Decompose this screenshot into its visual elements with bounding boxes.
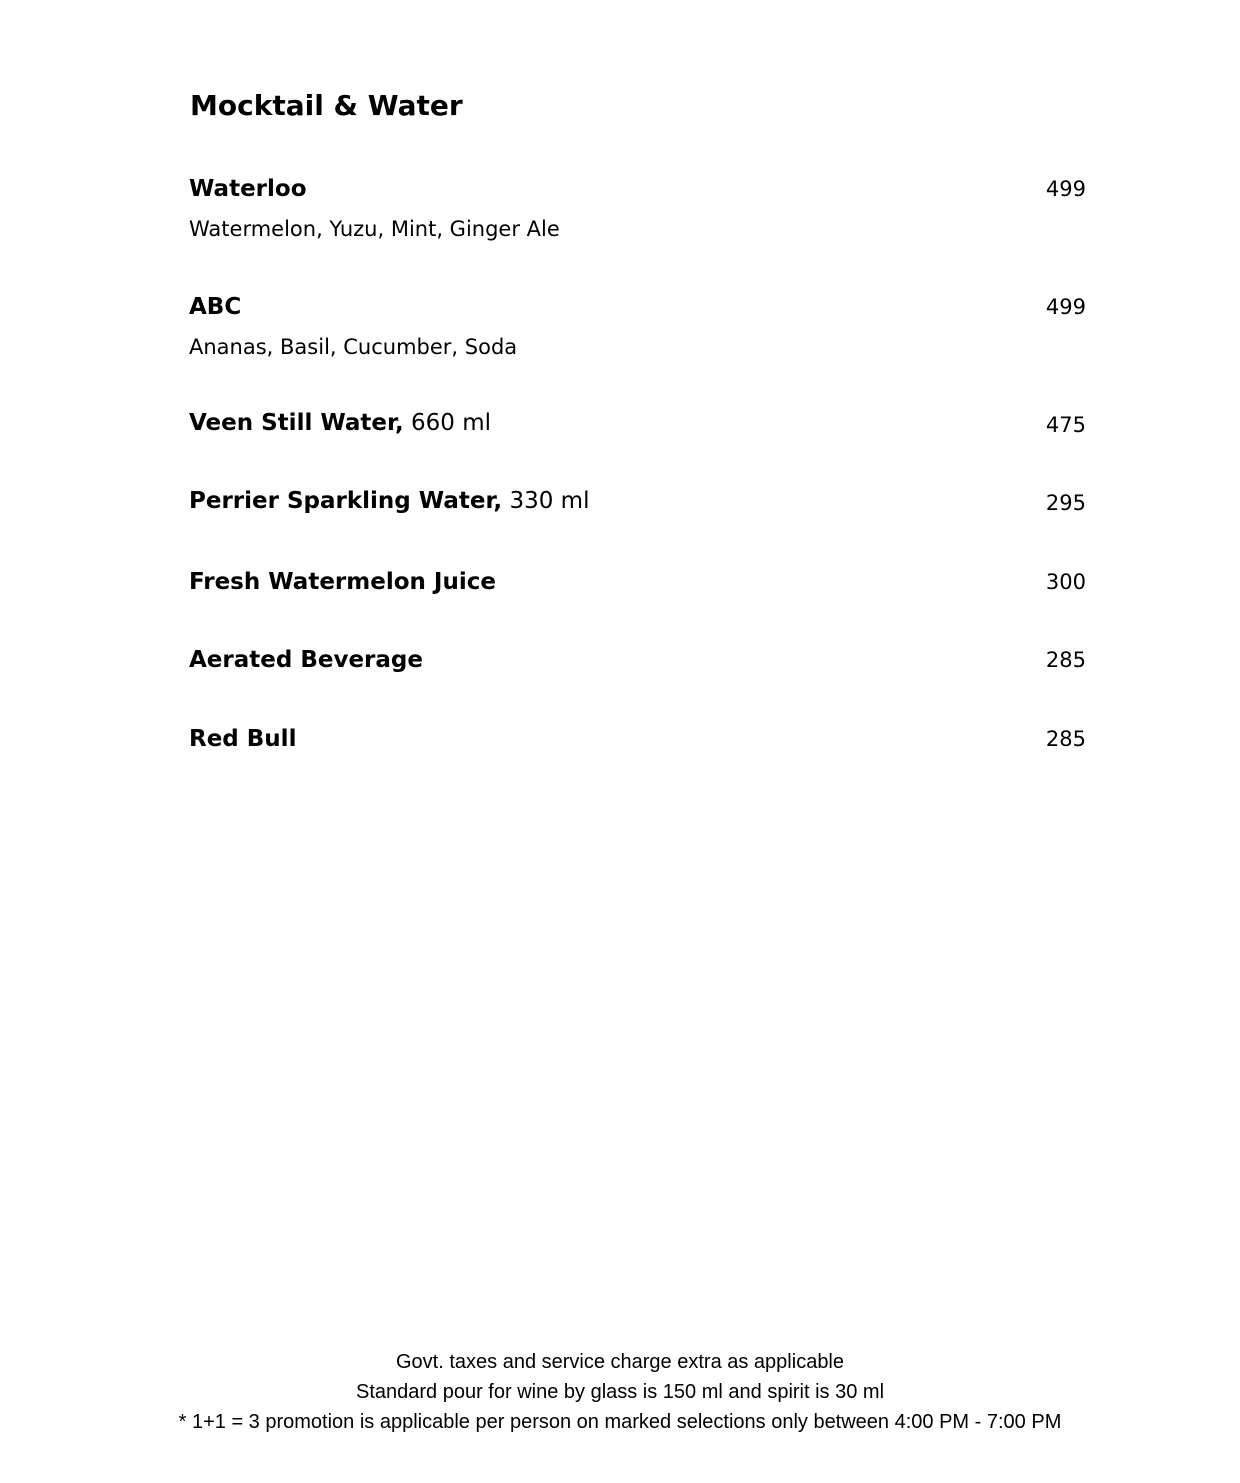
menu-item-name bbox=[189, 645, 423, 675]
menu-item-name bbox=[189, 486, 589, 516]
menu-item-title: Red Bull bbox=[189, 726, 297, 752]
menu-item-title: Aerated Beverage bbox=[189, 647, 423, 673]
menu-item-price: 499 bbox=[1045, 295, 1086, 319]
menu-item-name bbox=[189, 174, 307, 204]
menu-item-title: Veen Still Water, bbox=[189, 410, 404, 436]
page-title: Mocktail & Water bbox=[190, 89, 463, 122]
menu-item-price: 285 bbox=[1045, 648, 1086, 672]
menu-item-volume: 330 ml bbox=[509, 488, 590, 514]
menu-item-price: 295 bbox=[1045, 491, 1086, 515]
menu-item-price: 285 bbox=[1045, 727, 1086, 751]
menu-item-name bbox=[189, 724, 296, 754]
footer-note-taxes: Govt. taxes and service charge extra as applicable bbox=[395, 1351, 845, 1373]
menu-item-description: Ananas, Basil, Cucumber, Soda bbox=[189, 335, 518, 359]
menu-item-description: Watermelon, Yuzu, Mint, Ginger Ale bbox=[189, 217, 560, 241]
menu-item-price: 499 bbox=[1045, 177, 1086, 201]
menu-item-price: 300 bbox=[1045, 570, 1086, 594]
menu-item-name bbox=[189, 408, 491, 438]
menu-item-title: Waterloo bbox=[189, 176, 307, 202]
menu-item-title: Perrier Sparkling Water, bbox=[189, 488, 503, 514]
menu-item-name bbox=[189, 292, 241, 322]
menu-item-name bbox=[189, 567, 496, 597]
menu-item-title: ABC bbox=[189, 294, 242, 320]
menu-item-volume: 660 ml bbox=[411, 410, 492, 436]
menu-item-price: 475 bbox=[1045, 413, 1086, 437]
menu-item-title: Fresh Watermelon Juice bbox=[189, 569, 496, 595]
footer-note-pour: Standard pour for wine by glass is 150 ml and spirit is 30 ml bbox=[355, 1381, 885, 1403]
footer-note-promotion: * 1+1 = 3 promotion is applicable per person on marked selections only between 4:00 PM - 7:00 PM bbox=[178, 1411, 1062, 1433]
